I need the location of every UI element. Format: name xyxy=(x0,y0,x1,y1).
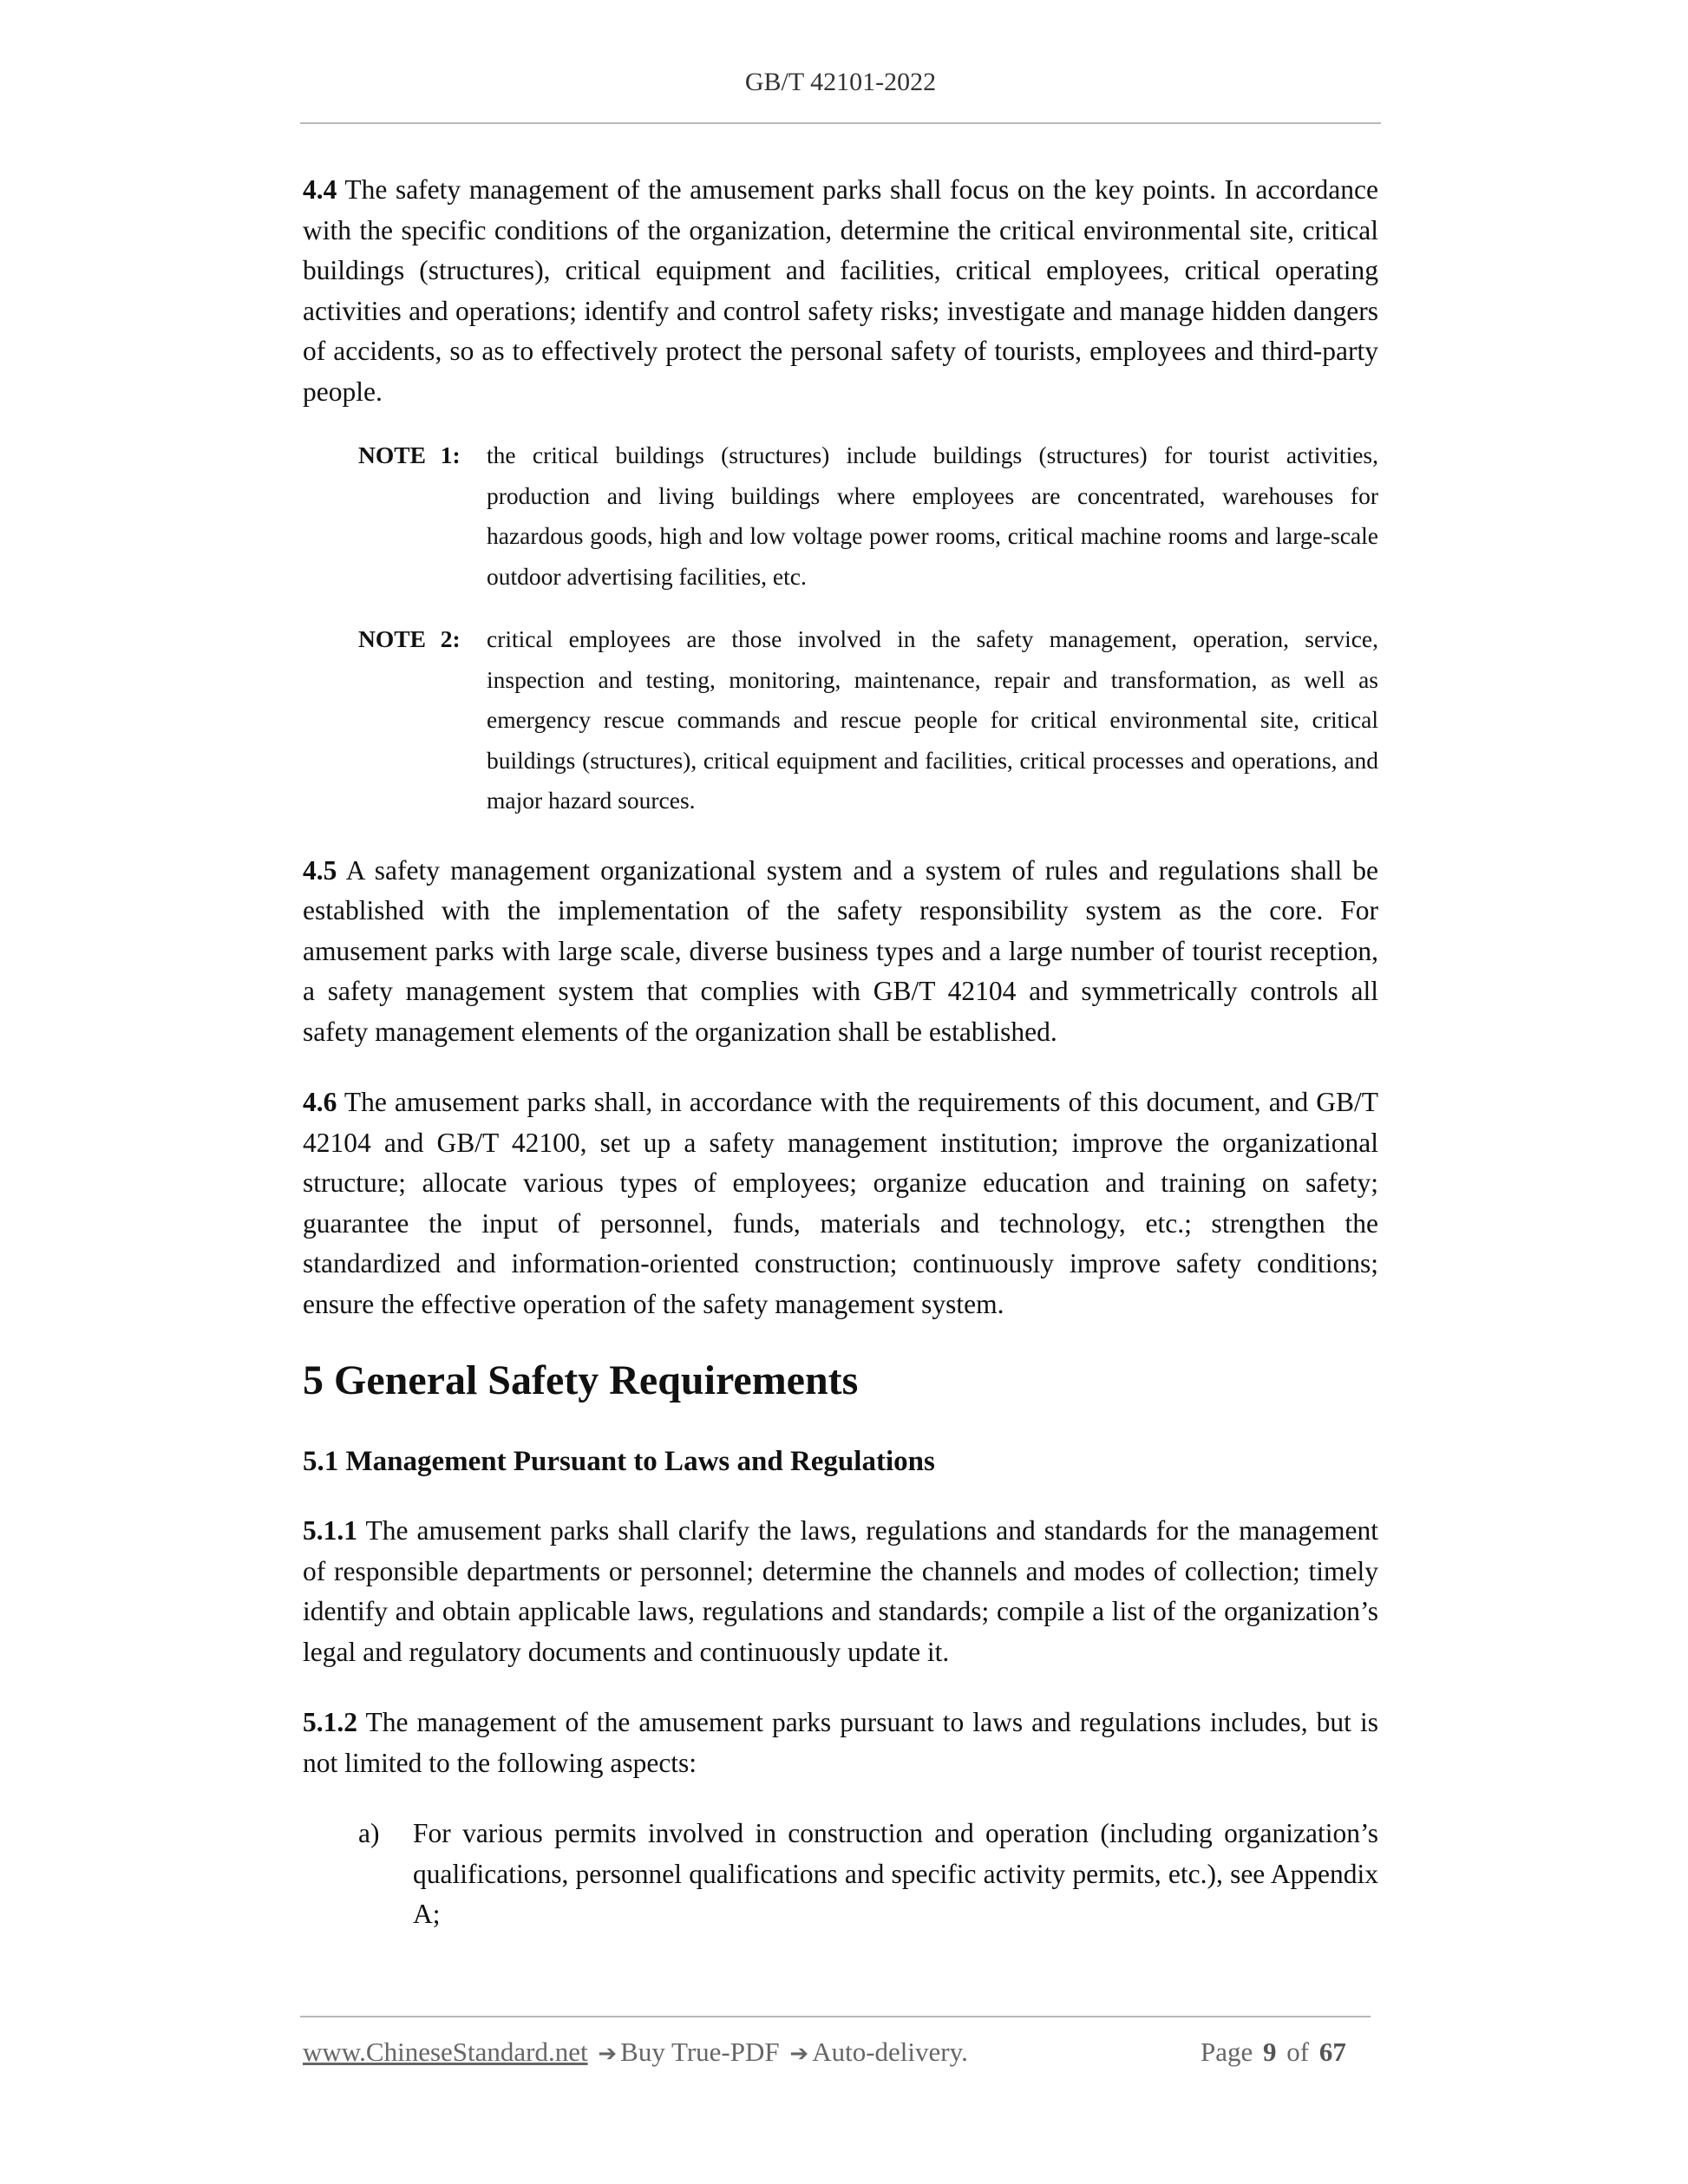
clause-text: The amusement parks shall clarify the laws, regulations and standards for the management of responsible departments or personnel; determine the channels and modes of collection; timely identify and obtain applicable laws, regulations and standards; compile a list of the organization’s legal and regulatory documents and continuously update it. xyxy=(303,1515,1378,1667)
note-label: NOTE 2: xyxy=(358,625,461,652)
delivery-text: Auto-delivery. xyxy=(812,2037,968,2067)
buy-text: Buy True-PDF xyxy=(620,2037,780,2067)
clause-number: 4.6 xyxy=(303,1087,337,1117)
clause-4-5 xyxy=(303,851,1378,1053)
clause-4-6 xyxy=(303,1082,1378,1324)
page-label: Page xyxy=(1201,2037,1253,2067)
clause-4-4 xyxy=(303,170,1378,412)
note-text: the critical buildings (structures) include buildings (structures) for tourist activities, production and living buildings where employees are concentrated, warehouses for hazardous goods, high and low voltage power rooms, critical machine rooms and large-scale outdoor advertising facilities, etc. xyxy=(487,441,1378,590)
clause-number: 4.5 xyxy=(303,854,337,886)
clause-text: A safety management organizational system and a system of rules and regulations shall be established with the implementation of the safety responsibility system as the core. For amusement parks with large scale, diverse business types and a large number of tourist reception, a safety management system that complies with GB/T 42104 and symmetrically controls all safety management elements of the organization shall be established. xyxy=(303,854,1378,1047)
section-5-1-heading: 5.1 Management Pursuant to Laws and Regulations xyxy=(303,1446,935,1477)
section-5-heading: 5 General Safety Requirements xyxy=(303,1357,859,1403)
clause-text: The management of the amusement parks pursuant to laws and regulations includes, but is not limited to the following aspects: xyxy=(303,1707,1379,1778)
clause-text: The amusement parks shall, in accordance with the requirements of this document, and GB/T 42104 and GB/T 42100, set up a safety management institution; improve the organizational structure; allocate various types of employees; organize education and training on safety; guarantee the input of personnel, funds, materials and technology, etc.; strengthen the standardized and information-oriented construction; continuously improve safety conditions; ensure the effective operation of the safety management system. xyxy=(303,1087,1379,1319)
note-label: NOTE 1: xyxy=(358,441,461,468)
clause-number: 5.1.2 xyxy=(303,1707,357,1737)
right-arrow-icon: ➔ xyxy=(789,2041,809,2067)
document-body xyxy=(303,170,1378,1935)
clause-number: 4.4 xyxy=(303,174,337,205)
page-number: 9 xyxy=(1263,2037,1277,2067)
footer-divider xyxy=(300,2016,1371,2017)
clause-5-1-2 xyxy=(303,1703,1378,1783)
page-indicator xyxy=(1201,2037,1346,2068)
clause-text: The safety management of the amusement parks shall focus on the key points. In accordance with the specific conditions of the organization, determine the critical environmental site, critical buildings (structures), critical equipment and facilities, critical employees, critical operating activities and operations; identify and control safety risks; investigate and manage hidden dangers of accidents, so as to effectively protect the personal safety of tourists, employees and third-party people. xyxy=(303,174,1378,407)
clause-5-1-1 xyxy=(303,1511,1378,1672)
of-label: of xyxy=(1286,2037,1310,2067)
list-marker: a) xyxy=(358,1818,380,1848)
note-text: critical employees are those involved in the safety management, operation, service, inspection and testing, monitoring, maintenance, repair and transformation, as well as emergency rescue commands and rescue people for critical environmental site, critical buildings (structures), critical equipment and facilities, critical processes and operations, and major hazard sources. xyxy=(487,625,1378,814)
note-1 xyxy=(358,435,1378,597)
footer-promo xyxy=(303,2037,968,2068)
list-item-text: For various permits involved in construction and operation (including organization’s qualifications, personnel qualifications and specific activity permits, etc.), see Appendix A; xyxy=(413,1818,1378,1929)
note-2 xyxy=(358,619,1378,821)
clause-number: 5.1.1 xyxy=(303,1515,357,1546)
list-item-a xyxy=(303,1814,1378,1935)
page-header: GB/T 42101-2022 xyxy=(744,68,937,96)
page-total: 67 xyxy=(1318,2037,1346,2067)
header-divider xyxy=(300,122,1381,124)
site-link[interactable]: www.ChineseStandard.net xyxy=(303,2037,588,2067)
right-arrow-icon: ➔ xyxy=(598,2041,618,2067)
